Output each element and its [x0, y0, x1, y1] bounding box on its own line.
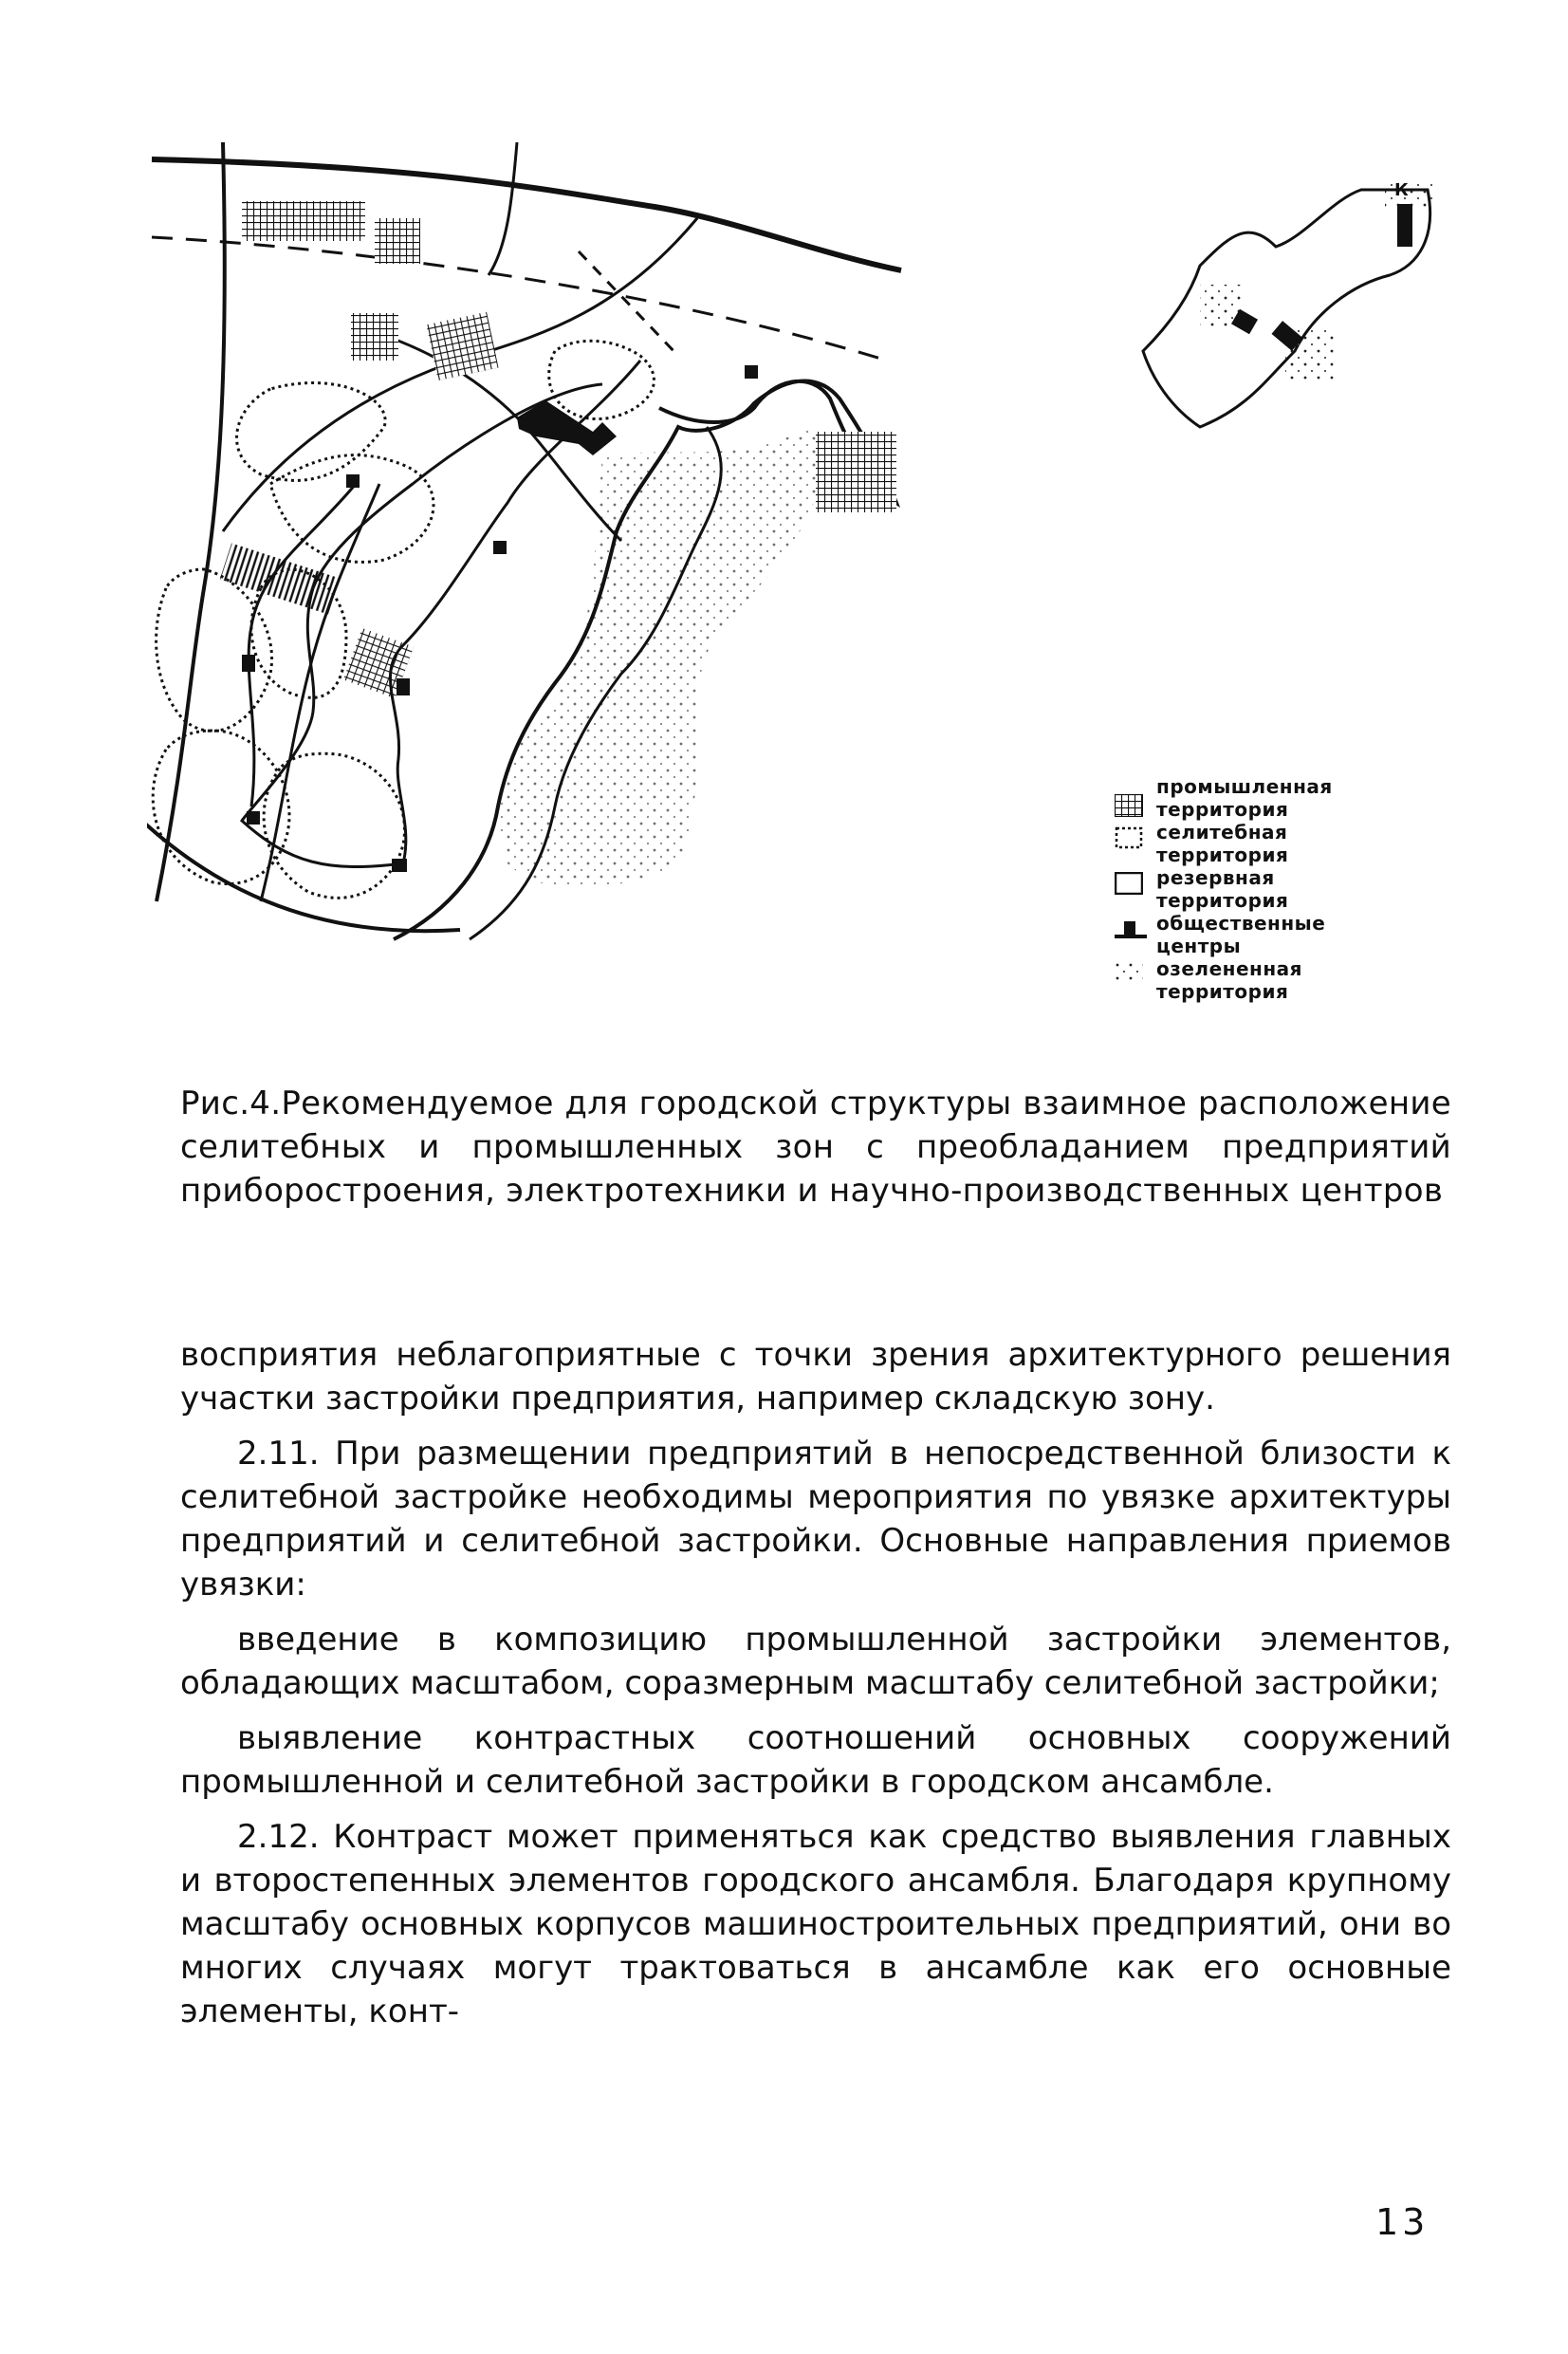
green-zone	[500, 427, 821, 888]
legend-item-public-centers	[1115, 912, 1418, 957]
paragraph: введение в композицию промышленной застройки элементов, обладающих масштабом, соразмерным масштабу селитебной застройки;	[180, 1621, 1451, 1702]
main-public-center	[517, 400, 617, 455]
reserve-outline-icon	[1115, 866, 1156, 912]
figure-caption: Рис.4.Рекомендуемое для городской структуры взаимное расположение селитебных и промышленных зон с преобладанием предприятий приборостроения, электротехники и научно-производственных центров	[180, 1084, 1451, 1210]
residential-zone-6	[264, 753, 404, 898]
industrial-block-3	[351, 313, 398, 361]
residential-zone-3	[157, 569, 272, 731]
body-text	[180, 1333, 1451, 2045]
residential-zone-7	[549, 341, 655, 418]
residential-dotted-icon	[1115, 821, 1156, 866]
public-center-node	[397, 678, 410, 695]
road-west	[157, 142, 225, 901]
paragraph: выявление контрастных соотношений основных сооружений промышленной и селитебной застройки в городском ансамбле.	[180, 1719, 1451, 1801]
industrial-block-5	[816, 432, 896, 512]
industrial-block-1	[242, 201, 365, 241]
public-center-icon	[1115, 912, 1156, 957]
legend-item-industrial	[1115, 775, 1418, 821]
legend-item-reserve	[1115, 866, 1418, 912]
legend-label: озелененная территория	[1156, 957, 1302, 1003]
public-center-node	[247, 811, 260, 825]
inset-label: К	[1394, 180, 1409, 200]
residential-zone-1	[237, 383, 386, 481]
inset-center	[1397, 204, 1412, 247]
road-east	[261, 484, 379, 901]
map-legend	[1115, 775, 1418, 1003]
public-center-node	[346, 474, 360, 488]
road-north-spur	[489, 142, 517, 275]
industrial-block-4	[426, 312, 498, 380]
local-network-west	[249, 484, 356, 806]
public-center-node	[392, 859, 407, 872]
industrial-hatch-icon	[1115, 775, 1156, 821]
public-center-node	[493, 541, 507, 554]
legend-label: резервная территория	[1156, 866, 1289, 912]
green-dots-icon	[1115, 957, 1156, 1003]
legend-item-residential	[1115, 821, 1418, 866]
industrial-block-7	[220, 543, 340, 614]
paragraph: 2.11. При размещении предприятий в непосредственной близости к селитебной застройке необходимы мероприятия по увязке архитектуры предприятий и селитебной застройки. Основные направления приемов увязки:	[180, 1435, 1451, 1603]
paragraph: восприятия неблагоприятные с точки зрения архитектурного решения участки застройки предприятия, например складскую зону.	[180, 1336, 1451, 1418]
inset-diagram	[1143, 180, 1432, 427]
legend-label: селитебная территория	[1156, 821, 1289, 866]
page-number: 13	[1375, 2201, 1430, 2243]
public-center-node	[242, 655, 255, 672]
legend-item-green	[1115, 957, 1418, 1003]
paragraph: 2.12. Контраст может применяться как средство выявления главных и второстепенных элементов городского ансамбля. Благодаря крупному масштабу основных корпусов машиностроительных предприятий, они во многих случаях могут трактоваться в ансамбле как его основные элементы, конт-	[180, 1818, 1451, 2030]
legend-label: общественные центры	[1156, 912, 1326, 957]
public-center-node	[745, 365, 758, 379]
industrial-block-2	[375, 218, 420, 264]
inset-outline	[1143, 190, 1430, 427]
legend-label: промышленная территория	[1156, 775, 1333, 821]
